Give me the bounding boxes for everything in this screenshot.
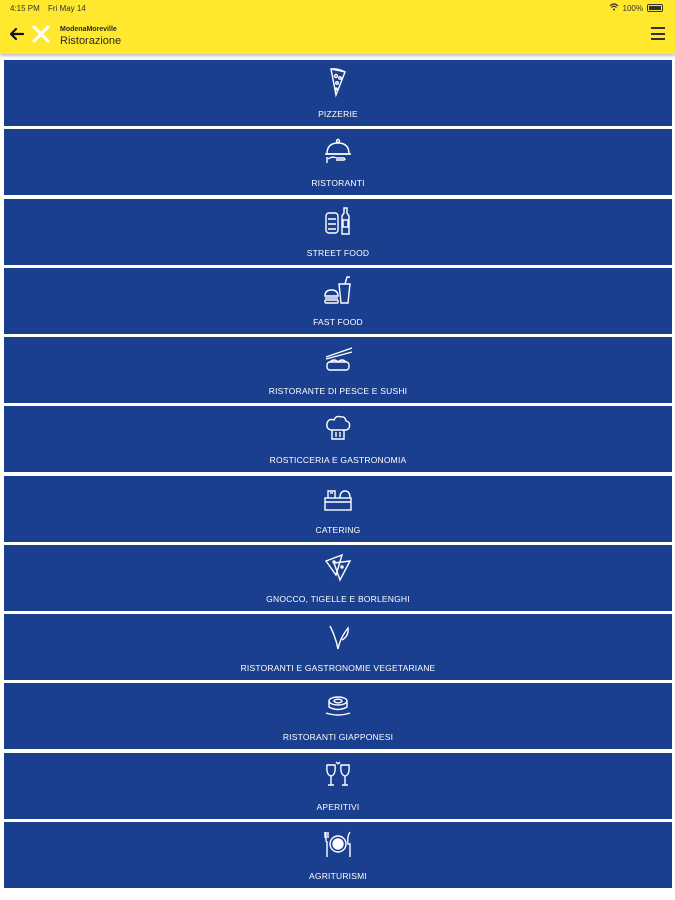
category-tile-gnocco[interactable] — [4, 545, 672, 611]
category-tile-rosticceria[interactable] — [4, 406, 672, 472]
category-label: RISTORANTI E GASTRONOMIE VEGETARIANE — [240, 663, 436, 673]
arrow-left-icon — [10, 28, 24, 40]
category-label: CATERING — [315, 524, 361, 535]
gnocco-icon — [322, 551, 354, 583]
category-tile-ristoranti[interactable] — [4, 129, 672, 195]
battery-icon — [647, 4, 663, 12]
burger-drink-icon — [322, 274, 354, 306]
category-label: RISTORANTI — [311, 178, 365, 189]
category-tile-aperitivi[interactable] — [4, 753, 672, 819]
category-label: AGRITURISMI — [309, 870, 367, 881]
leaf-sprout-icon — [322, 620, 354, 652]
street-food-icon — [322, 205, 354, 237]
app-name: ModenaMoreville — [60, 26, 117, 33]
category-label: RISTORANTE DI PESCE E SUSHI — [268, 386, 408, 396]
sushi-roll-icon — [322, 689, 354, 721]
x-logo-icon — [31, 24, 51, 44]
category-list — [4, 60, 672, 891]
category-label: GNOCCO, TIGELLE E BORLENGHI — [266, 593, 410, 604]
pizza-slice-icon — [322, 66, 354, 98]
category-tile-vegetariane[interactable] — [4, 614, 672, 680]
category-tile-agriturismi[interactable] — [4, 822, 672, 888]
chef-hat-icon — [322, 412, 354, 444]
plate-cutlery-icon — [322, 828, 354, 860]
category-tile-fast-food[interactable] — [4, 268, 672, 334]
category-label: PIZZERIE — [318, 109, 358, 119]
app-header — [0, 16, 675, 54]
category-label: APERITIVI — [316, 801, 360, 812]
wine-glasses-icon — [322, 759, 354, 791]
back-button[interactable] — [8, 25, 26, 43]
category-label: FAST FOOD — [313, 316, 363, 327]
category-tile-street-food[interactable] — [4, 199, 672, 265]
category-tile-catering[interactable] — [4, 476, 672, 542]
wifi-icon — [609, 3, 619, 13]
category-label: ROSTICCERIA E GASTRONOMIA — [269, 455, 407, 466]
category-label: RISTORANTI GIAPPONESI — [282, 732, 394, 743]
category-tile-pizzerie[interactable] — [4, 60, 672, 126]
status-date: Fri May 14 — [48, 4, 86, 13]
status-bar — [0, 0, 675, 16]
hamburger-menu-icon[interactable] — [651, 27, 665, 40]
category-label: STREET FOOD — [306, 247, 370, 258]
category-tile-giapponesi[interactable] — [4, 683, 672, 749]
battery-percent: 100% — [622, 3, 643, 13]
cloche-serving-icon — [322, 135, 354, 167]
status-time: 4:15 PM — [10, 4, 40, 13]
catering-buffet-icon — [322, 482, 354, 514]
status-right — [609, 3, 663, 13]
category-tile-pesce-sushi[interactable] — [4, 337, 672, 403]
page-title: Ristorazione — [60, 35, 122, 47]
sushi-chopsticks-icon — [322, 343, 354, 375]
